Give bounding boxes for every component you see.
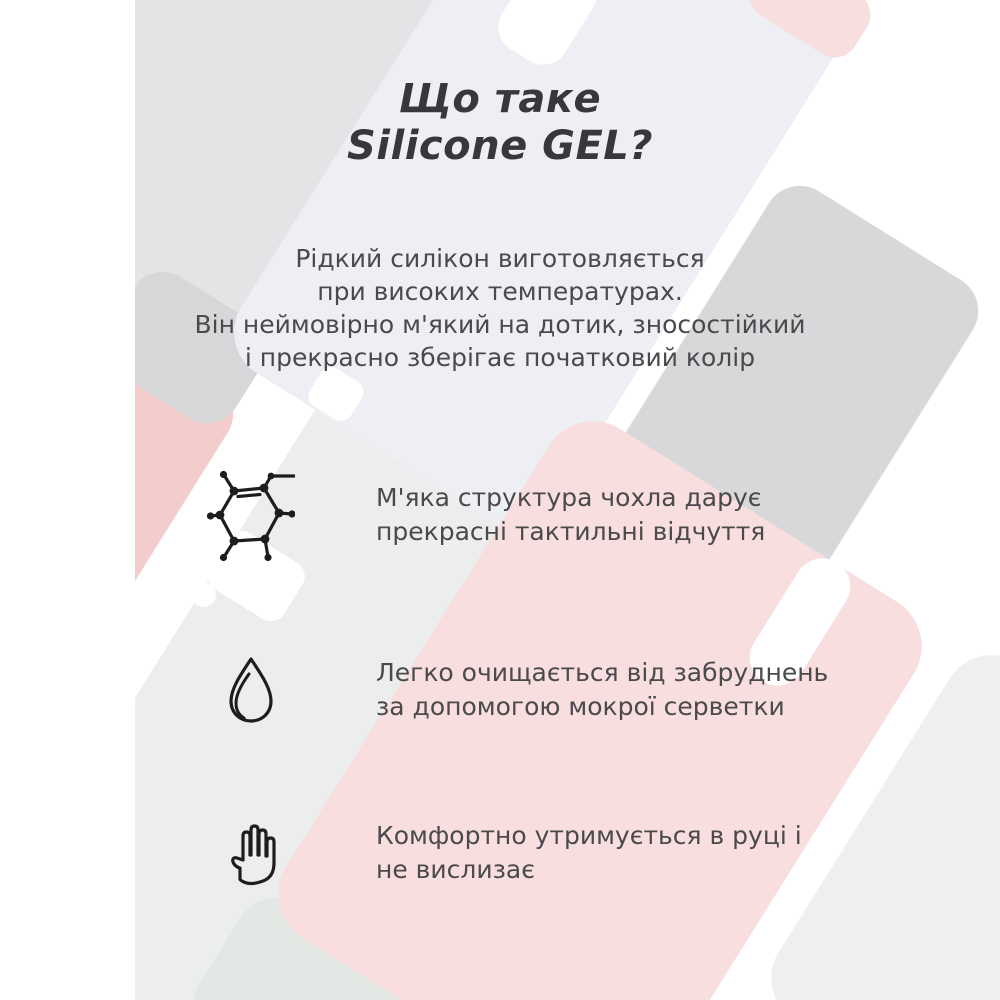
intro-line: Рідкий силікон виготовляється bbox=[295, 244, 705, 273]
feature-text-line: за допомогою мокрої серветки bbox=[376, 691, 785, 721]
title-line-1: Що таке bbox=[398, 76, 602, 122]
intro-line: і прекрасно зберігає початковий колір bbox=[244, 343, 756, 372]
feature-text-line: Комфортно утримується в руці і bbox=[376, 820, 802, 850]
feature-text bbox=[376, 481, 765, 549]
molecule-icon bbox=[198, 466, 304, 564]
intro-paragraph bbox=[0, 242, 1000, 374]
feature-row-comfort-grip bbox=[198, 800, 878, 905]
feature-text-line: прекрасні тактильні відчуття bbox=[376, 517, 766, 546]
water-drop-icon bbox=[198, 654, 304, 726]
feature-text bbox=[376, 656, 828, 724]
feature-text bbox=[376, 819, 802, 887]
intro-line: при високих температурах. bbox=[317, 277, 683, 306]
feature-text-line: М'яка структура чохла дарує bbox=[376, 483, 762, 512]
feature-text-line: Легко очищається від забруднень bbox=[376, 657, 829, 687]
feature-row-easy-clean bbox=[198, 632, 878, 747]
title-line-2: Silicone GEL? bbox=[346, 123, 653, 169]
feature-text-line: не вислизає bbox=[376, 854, 535, 884]
feature-row-soft-structure bbox=[198, 455, 878, 575]
intro-line: Він неймовірно м'який на дотик, зносостійкий bbox=[194, 310, 806, 339]
hand-icon bbox=[198, 818, 304, 888]
page-title bbox=[0, 76, 1000, 170]
